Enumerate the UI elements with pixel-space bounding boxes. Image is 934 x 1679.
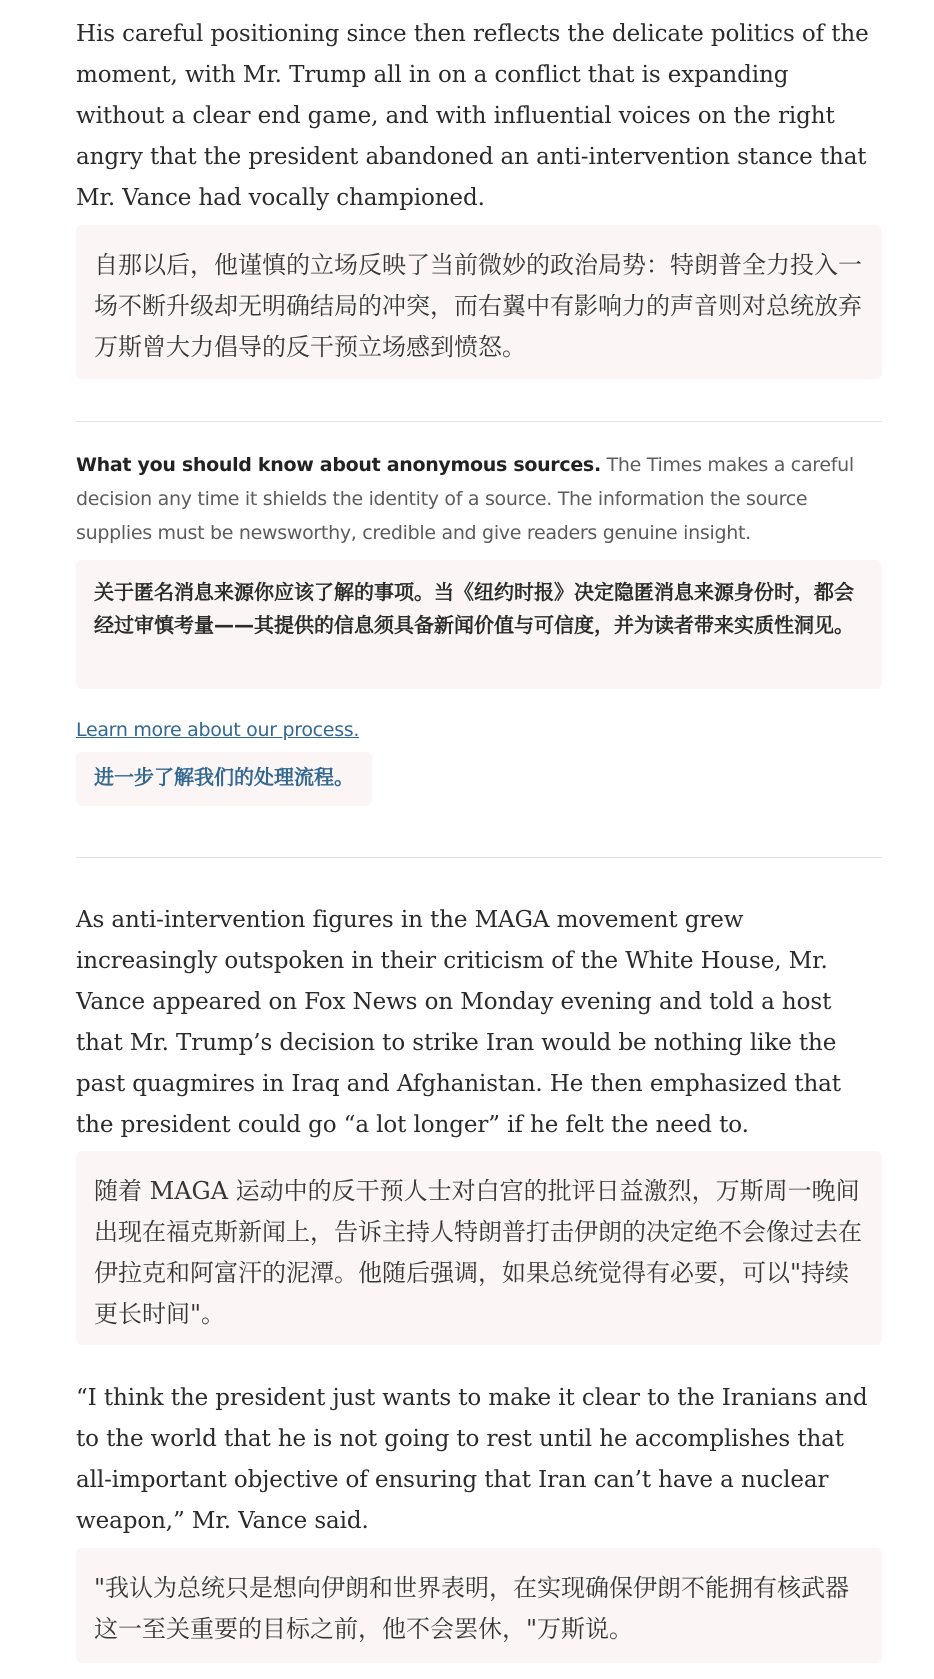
anonymous-sources-note-en (76, 448, 882, 550)
paragraph-en-positioning: His careful positioning since then reflects the delicate politics of the moment, with Mr. Trump all in on a conflict that is expanding without a clear end game, and with influential voices on the right angry that the president abandoned an anti-intervention stance that Mr. Vance had vocally championed. (76, 21, 869, 211)
paragraph-en-fox-news: As anti-intervention figures in the MAGA movement grew increasingly outspoken in their criticism of the White House, Mr. Vance appeared on Fox News on Monday evening and told a host that Mr. Trump’s decision to strike Iran would be nothing like the past quagmires in Iraq and Afghanistan. He then emphasized that the president could go “a lot longer” if he felt the need to. (76, 907, 841, 1138)
paragraph-zh-quote: "我认为总统只是想向伊朗和世界表明，在实现确保伊朗不能拥有核武器这一至关重要的目标之前，他不会罢休，"万斯说。 (76, 1548, 882, 1663)
note-body: The Times makes a careful decision any time it shields the identity of a source. The information the source supplies must be newsworthy, credible and give readers genuine insight. (76, 454, 854, 544)
anonymous-sources-note-zh: 关于匿名消息来源你应该了解的事项。当《纽约时报》决定隐匿消息来源身份时，都会经过审慎考量——其提供的信息须具备新闻价值与可信度，并为读者带来实质性洞见。 (76, 560, 882, 689)
section-divider-bottom (76, 857, 882, 858)
paragraph-en-quote: “I think the president just wants to make it clear to the Iranians and to the world that he is not going to rest until he accomplishes that all-important objective of ensuring that Iran can’t have a nuclear weapon,” Mr. Vance said. (76, 1385, 868, 1534)
learn-more-link[interactable]: Learn more about our process. (76, 719, 360, 741)
paragraph-zh-fox-news: 随着 MAGA 运动中的反干预人士对白宫的批评日益激烈，万斯周一晚间出现在福克斯新闻上，告诉主持人特朗普打击伊朗的决定绝不会像过去在伊拉克和阿富汗的泥潭。他随后强调，如果总统觉得有必要，可以"持续更长时间"。 (76, 1151, 882, 1345)
learn-more-link-zh[interactable]: 进一步了解我们的处理流程。 (76, 752, 372, 806)
paragraph-zh-positioning: 自那以后，他谨慎的立场反映了当前微妙的政治局势：特朗普全力投入一场不断升级却无明确结局的冲突，而右翼中有影响力的声音则对总统放弃万斯曾大力倡导的反干预立场感到愤怒。 (76, 225, 882, 379)
note-lead: What you should know about anonymous sources. (76, 454, 601, 476)
section-divider-top (76, 421, 882, 422)
